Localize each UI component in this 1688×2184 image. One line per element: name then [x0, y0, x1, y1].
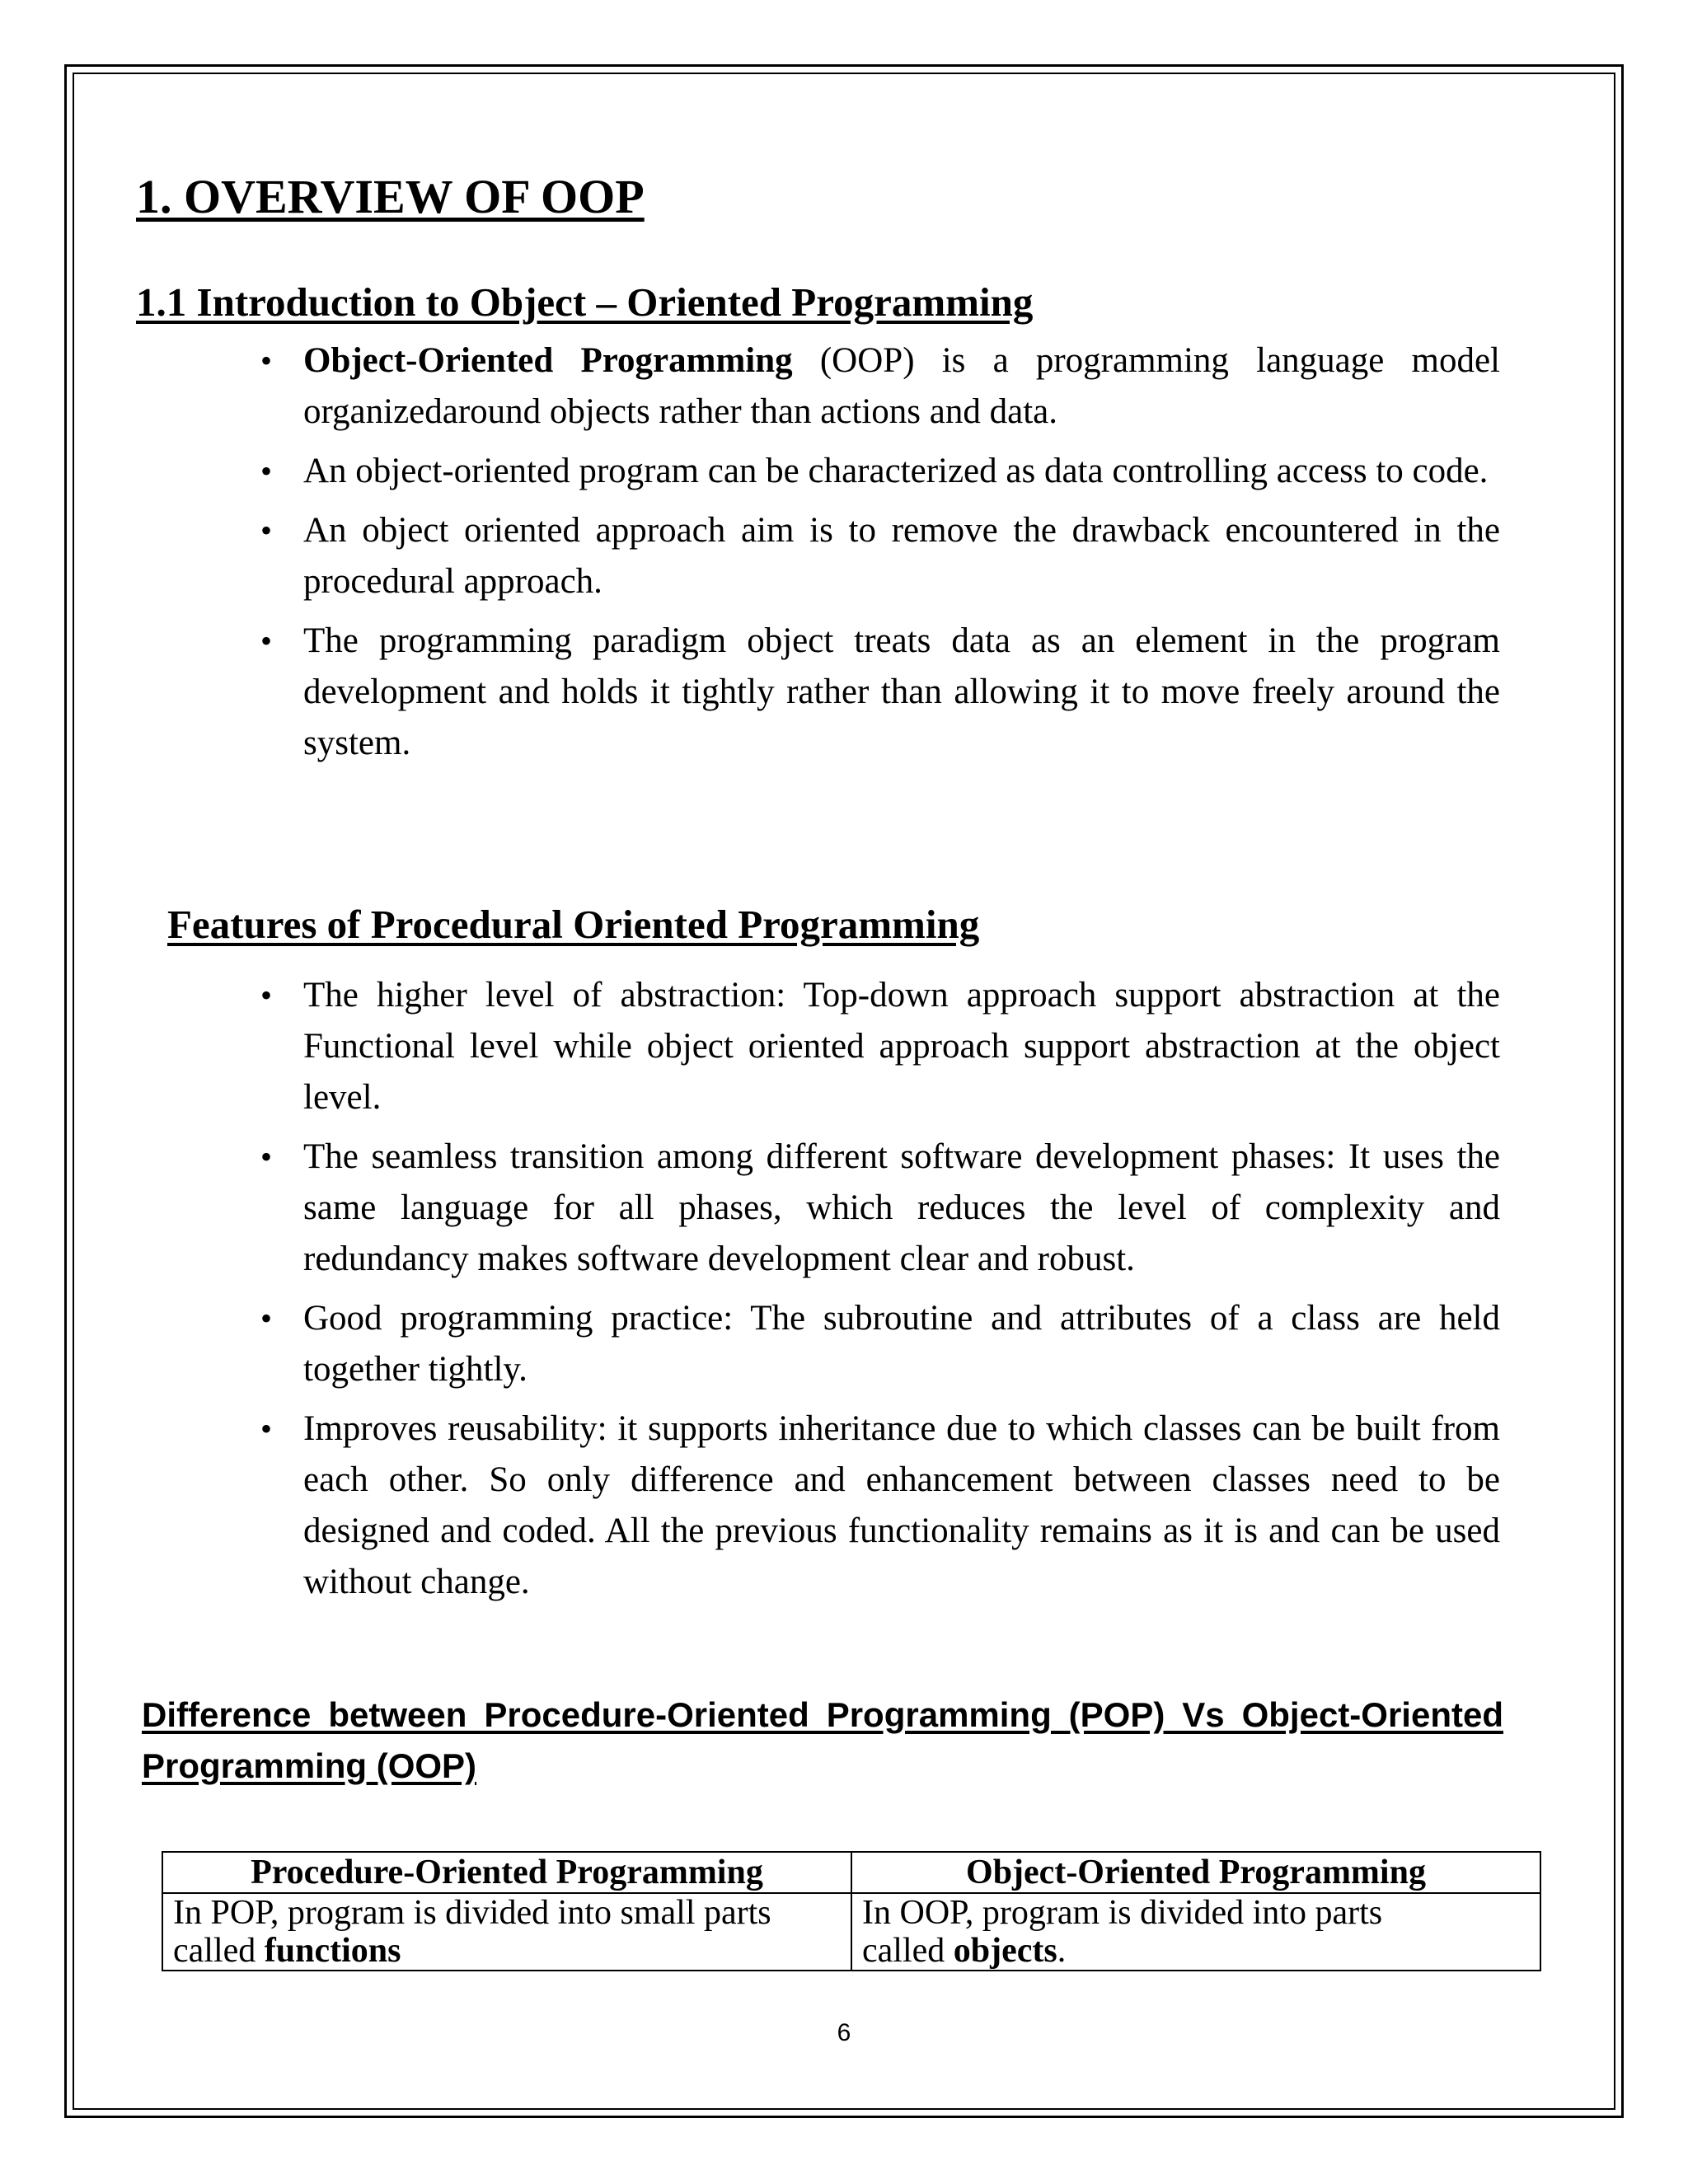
- list-item-text: An object-oriented program can be characterized as data controlling access to code.: [303, 452, 1489, 490]
- list-item: [260, 505, 1500, 607]
- comparison-table: [162, 1851, 1541, 1971]
- list-item: [260, 1132, 1500, 1285]
- page-number: 6: [837, 2019, 851, 2046]
- cell-text: In OOP, program is divided into parts: [862, 1894, 1383, 1932]
- bullet-icon: •: [260, 342, 273, 379]
- bullet-icon: •: [260, 512, 273, 549]
- list-item: [260, 446, 1500, 497]
- cell-bold-term: functions: [264, 1932, 401, 1970]
- bullet-icon: •: [260, 1410, 273, 1447]
- table-row: [162, 1893, 1540, 1971]
- section-difference-heading: Difference between Procedure-Oriented Programming (POP) Vs Object-Oriented Programming (OOP): [142, 1695, 1503, 1785]
- list-item: [260, 616, 1500, 769]
- bullet-icon: •: [260, 1138, 273, 1175]
- list-item-text: An object oriented approach aim is to remove the drawback encountered in the procedural approach.: [303, 511, 1500, 601]
- features-bullet-list: [260, 970, 1500, 1616]
- list-item-text: The seamless transition among different software development phases: It uses the same language for all phases, which reduces the level of complexity and redundancy makes software development clear and robust.: [303, 1137, 1500, 1278]
- section-features-heading: Features of Procedural Oriented Programming: [167, 902, 980, 947]
- bold-term: Object-Oriented Programming: [303, 341, 793, 380]
- table-header-pop: Procedure-Oriented Programming: [162, 1852, 851, 1893]
- list-item: [260, 1404, 1500, 1608]
- cell-suffix: .: [1057, 1932, 1067, 1970]
- bullet-icon: •: [260, 452, 273, 490]
- table-cell-pop: [162, 1893, 851, 1971]
- table-cell-oop: [851, 1893, 1540, 1971]
- bullet-icon: •: [260, 622, 273, 659]
- cell-text-line: [173, 1932, 841, 1970]
- list-item-text: The programming paradigm object treats data as an element in the program development and holds it tightly rather than allowing it to move freely around the system.: [303, 621, 1500, 762]
- list-item-text: Improves reusability: it supports inheritance due to which classes can be built from each other. So only difference and enhancement between classes need to be designed and coded. All the previous functionality remains as it is and can be used without change.: [303, 1409, 1500, 1601]
- cell-prefix: called: [173, 1932, 265, 1970]
- bullet-icon: •: [260, 977, 273, 1014]
- list-item: [260, 1293, 1500, 1395]
- cell-text-line: [862, 1932, 1530, 1970]
- cell-text: In POP, program is divided into small parts: [173, 1894, 771, 1932]
- list-item-text: (OOP) is a programming language model organizedaround objects rather than actions and data.: [303, 341, 1500, 431]
- section-intro-heading: 1.1 Introduction to Object – Oriented Programming: [136, 279, 1034, 325]
- chapter-heading: 1. OVERVIEW OF OOP: [136, 170, 645, 223]
- list-item-text: Good programming practice: The subroutine and attributes of a class are held together tightly.: [303, 1299, 1500, 1389]
- intro-bullet-list: [260, 335, 1500, 777]
- cell-bold-term: objects: [953, 1932, 1057, 1970]
- list-item: [260, 335, 1500, 438]
- table-header-row: [162, 1852, 1540, 1893]
- table-header-oop: Object-Oriented Programming: [851, 1852, 1540, 1893]
- list-item: [260, 970, 1500, 1123]
- cell-prefix: called: [862, 1932, 954, 1970]
- list-item-text: The higher level of abstraction: Top-down approach support abstraction at the Functional level while object oriented approach support abstraction at the object level.: [303, 976, 1500, 1117]
- bullet-icon: •: [260, 1300, 273, 1337]
